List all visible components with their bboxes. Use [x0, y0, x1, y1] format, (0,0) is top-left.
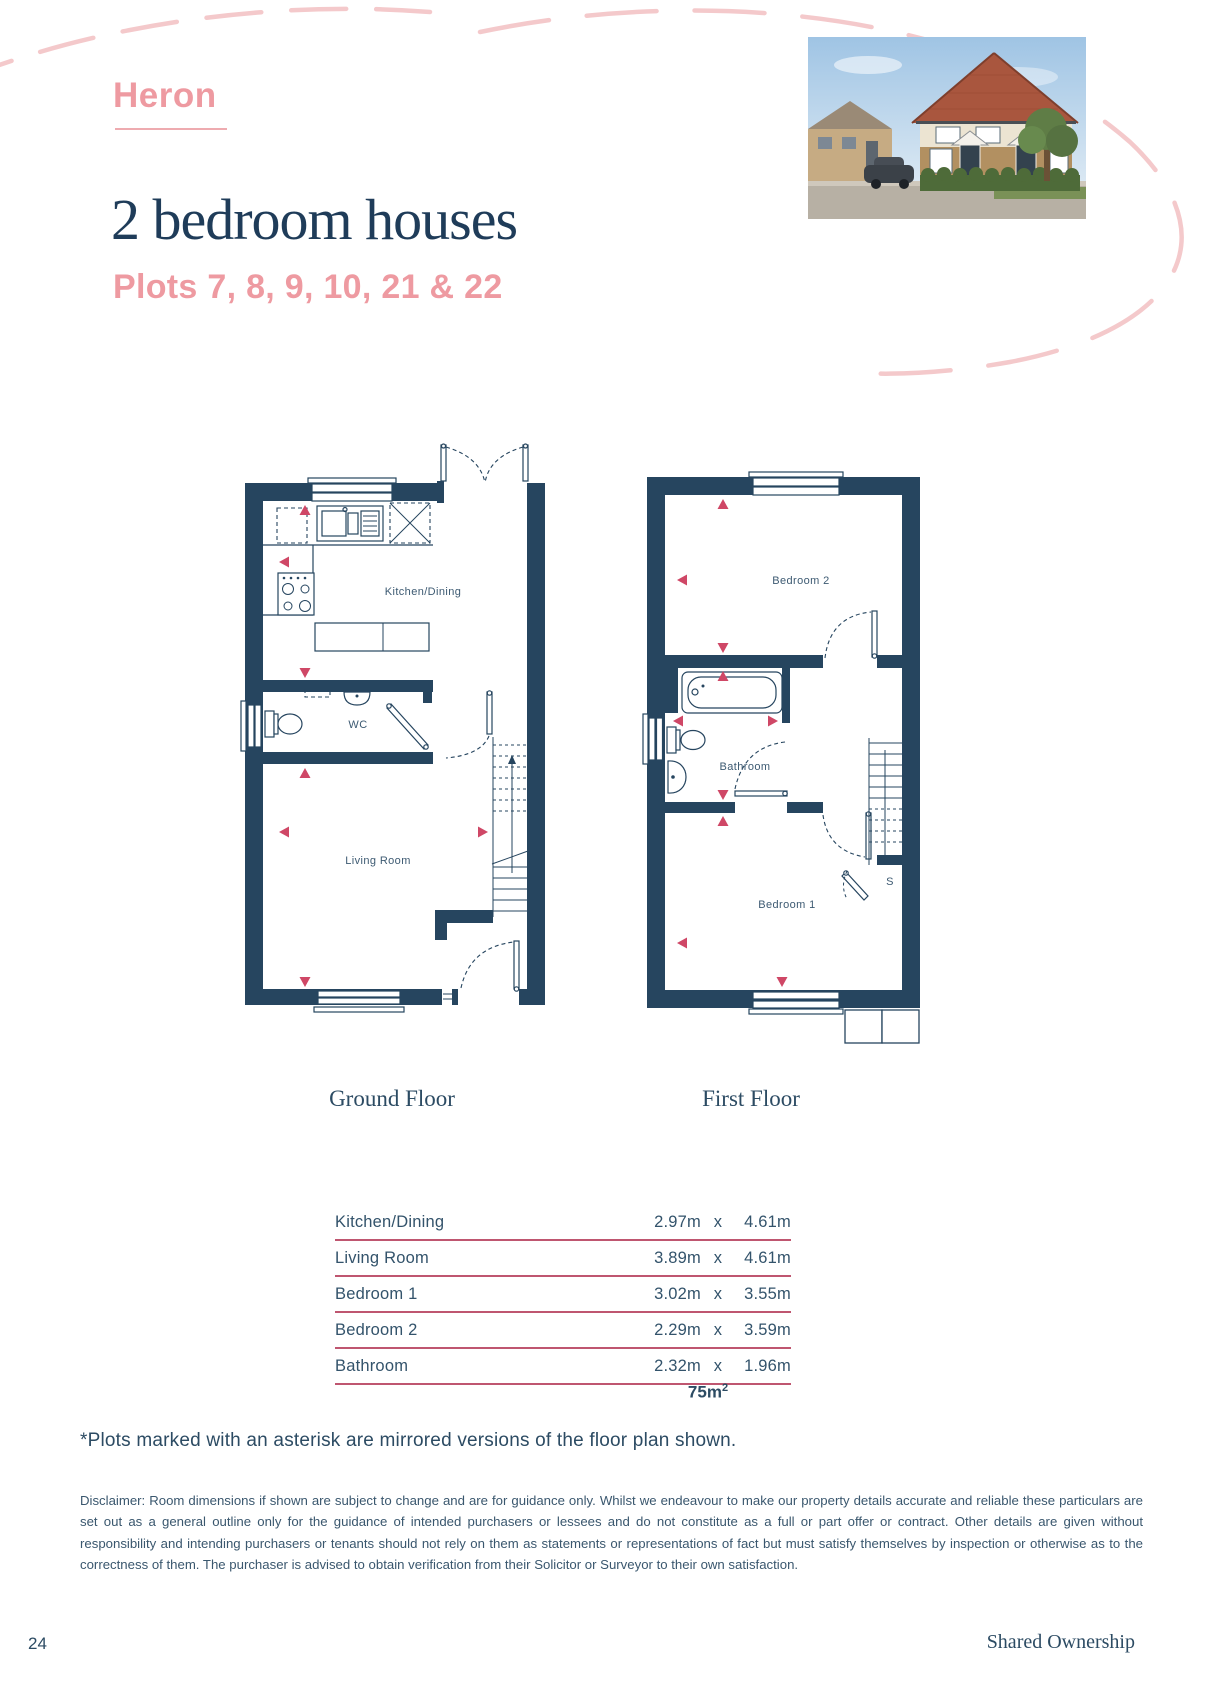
house-photo	[808, 37, 1086, 219]
room-name: Bathroom	[335, 1356, 409, 1375]
table-row	[335, 1277, 791, 1313]
porch-outline	[845, 1010, 919, 1043]
room-label-living: Living Room	[345, 855, 411, 867]
bath	[682, 672, 782, 713]
disclaimer-text: Disclaimer: Room dimensions if shown are subject to change and are for guidance only. Whilst we endeavour to make our property details accurate and reliable these particulars are set out as a general outline only for the guidance of intended purchasers or lessees and do not constitute as a full or part offer or contract. Other details are given without responsibility and intending purchasers or tenants should not rely on them as statements or representations of fact but must satisfy themselves by inspection or otherwise as to the correctness of them. The purchaser is advised to obtain verification from their Solicitor or Surveyor to their own satisfaction.	[80, 1493, 1143, 1573]
dim-x: x	[713, 1284, 723, 1303]
room-label-wc: WC	[348, 719, 368, 731]
dim-x: x	[713, 1356, 723, 1375]
room-label-kitchen: Kitchen/Dining	[384, 586, 462, 598]
room-label-bath: Bathroom	[719, 761, 771, 773]
dim-length: 3.55m	[744, 1284, 791, 1303]
kitchen-sink	[317, 506, 383, 541]
dim-width: 2.29m	[654, 1320, 701, 1339]
table-row	[335, 1349, 791, 1385]
total-area	[608, 1382, 808, 1403]
page-title: Heron	[113, 76, 217, 115]
table-row	[335, 1313, 791, 1349]
dim-x: x	[713, 1212, 723, 1231]
plots-line: Plots 7, 8, 9, 10, 21 & 22	[113, 268, 503, 306]
first-floor-caption: First Floor	[702, 1086, 800, 1111]
dim-width: 3.89m	[654, 1248, 701, 1267]
footer-label: Shared Ownership	[986, 1631, 1135, 1653]
dim-width: 2.97m	[654, 1212, 701, 1231]
page-number: 24	[28, 1634, 47, 1653]
room-name: Bedroom 2	[335, 1320, 418, 1339]
hob	[278, 573, 314, 615]
wc-basin	[344, 692, 370, 705]
dashed-arc-left	[0, 9, 430, 80]
dim-length: 4.61m	[744, 1248, 791, 1267]
ground-floor-plan	[239, 443, 545, 1018]
first-floor-plan	[641, 439, 920, 1051]
wc-toilet	[265, 711, 302, 737]
table-row	[335, 1205, 791, 1241]
walls	[245, 483, 545, 1005]
dim-length: 1.96m	[744, 1356, 791, 1375]
dim-length: 4.61m	[744, 1212, 791, 1231]
asterisk-note: *Plots marked with an asterisk are mirrored versions of the floor plan shown.	[80, 1430, 737, 1451]
room-label-store: S	[886, 876, 894, 888]
room-name: Kitchen/Dining	[335, 1212, 445, 1231]
table-row	[335, 1241, 791, 1277]
dimensions-table	[335, 1205, 791, 1385]
room-name: Living Room	[335, 1248, 429, 1267]
total-area-value: 75m	[687, 1382, 722, 1402]
dim-x: x	[713, 1320, 723, 1339]
room-label-bed2: Bedroom 2	[772, 575, 830, 587]
total-area-sup: 2	[721, 1382, 729, 1394]
dim-x: x	[713, 1248, 723, 1267]
ground-floor-caption: Ground Floor	[329, 1086, 455, 1111]
dim-length: 3.59m	[744, 1320, 791, 1339]
dim-width: 3.02m	[654, 1284, 701, 1303]
dim-width: 2.32m	[654, 1356, 701, 1375]
room-name: Bedroom 1	[335, 1284, 418, 1303]
room-label-bed1: Bedroom 1	[758, 899, 816, 911]
title-underline	[115, 128, 227, 130]
house-type-heading: 2 bedroom houses	[111, 187, 518, 252]
